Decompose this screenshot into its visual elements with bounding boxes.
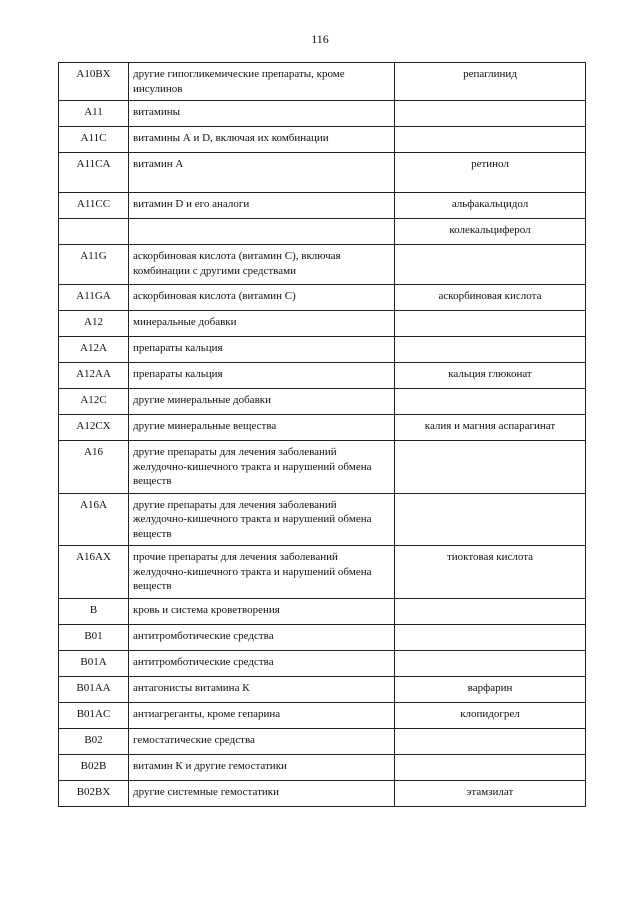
- drug-name-cell: [395, 311, 586, 337]
- atc-code-cell: A12: [59, 311, 129, 337]
- table-row: [59, 650, 586, 676]
- description-cell: витамины: [129, 101, 395, 127]
- atc-code-cell: B01: [59, 624, 129, 650]
- drug-name-cell: этамзилат: [395, 780, 586, 806]
- drug-name-cell: альфакальцидол: [395, 193, 586, 219]
- atc-code-cell: A12C: [59, 389, 129, 415]
- drug-name-cell: варфарин: [395, 676, 586, 702]
- description-cell: другие минеральные вещества: [129, 415, 395, 441]
- atc-code-cell: A11CC: [59, 193, 129, 219]
- atc-code-cell: A11G: [59, 245, 129, 285]
- table-row: [59, 598, 586, 624]
- drug-name-cell: [395, 337, 586, 363]
- drug-name-cell: [395, 754, 586, 780]
- atc-code-cell: A10BX: [59, 63, 129, 101]
- table-row: [59, 441, 586, 494]
- description-cell: витамины А и D, включая их комбинации: [129, 127, 395, 153]
- description-cell: кровь и система кроветворения: [129, 598, 395, 624]
- description-cell: витамин А: [129, 153, 395, 193]
- description-cell: прочие препараты для лечения заболеваний желудочно-кишечного тракта и нарушений обмена веществ: [129, 546, 395, 599]
- page-number: 116: [311, 32, 329, 46]
- table-row: [59, 546, 586, 599]
- table-row: [59, 193, 586, 219]
- table-row: [59, 153, 586, 193]
- drug-name-cell: [395, 127, 586, 153]
- atc-code-cell: A11GA: [59, 285, 129, 311]
- atc-code-cell: A12A: [59, 337, 129, 363]
- description-cell: антиагреганты, кроме гепарина: [129, 702, 395, 728]
- atc-code-cell: B02: [59, 728, 129, 754]
- drug-name-cell: [395, 441, 586, 494]
- table-body: [59, 63, 586, 807]
- atc-code-cell: A16A: [59, 493, 129, 546]
- table-row: [59, 245, 586, 285]
- drug-name-cell: [395, 624, 586, 650]
- atc-code-cell: B02B: [59, 754, 129, 780]
- atc-code-cell: A16AX: [59, 546, 129, 599]
- table-row: [59, 101, 586, 127]
- table-row: [59, 389, 586, 415]
- table-row: [59, 311, 586, 337]
- table-row: [59, 780, 586, 806]
- drug-name-cell: [395, 389, 586, 415]
- drug-name-cell: аскорбиновая кислота: [395, 285, 586, 311]
- table-row: [59, 415, 586, 441]
- drug-name-cell: [395, 493, 586, 546]
- atc-code-cell: A12CX: [59, 415, 129, 441]
- table-row: [59, 219, 586, 245]
- atc-code-cell: A16: [59, 441, 129, 494]
- description-cell: гемостатические средства: [129, 728, 395, 754]
- drug-name-cell: [395, 650, 586, 676]
- description-cell: витамин D и его аналоги: [129, 193, 395, 219]
- description-cell: препараты кальция: [129, 363, 395, 389]
- table-row: [59, 63, 586, 101]
- drug-name-cell: [395, 728, 586, 754]
- drug-name-cell: кальция глюконат: [395, 363, 586, 389]
- description-cell: другие системные гемостатики: [129, 780, 395, 806]
- drug-name-cell: [395, 245, 586, 285]
- description-cell: препараты кальция: [129, 337, 395, 363]
- table-row: [59, 363, 586, 389]
- drug-name-cell: [395, 598, 586, 624]
- drug-name-cell: тиоктовая кислота: [395, 546, 586, 599]
- description-cell: антитромботические средства: [129, 650, 395, 676]
- atc-code-cell: B01AA: [59, 676, 129, 702]
- drug-name-cell: репаглинид: [395, 63, 586, 101]
- description-cell: антитромботические средства: [129, 624, 395, 650]
- atc-code-cell: B01AC: [59, 702, 129, 728]
- description-cell: аскорбиновая кислота (витамин С), включая комбинации с другими средствами: [129, 245, 395, 285]
- description-cell: антагонисты витамина К: [129, 676, 395, 702]
- description-cell: другие препараты для лечения заболеваний желудочно-кишечного тракта и нарушений обмена веществ: [129, 441, 395, 494]
- drug-name-cell: клопидогрел: [395, 702, 586, 728]
- atc-code-cell: A11CA: [59, 153, 129, 193]
- table-row: [59, 754, 586, 780]
- description-cell: другие минеральные добавки: [129, 389, 395, 415]
- table-row: [59, 624, 586, 650]
- table-row: [59, 285, 586, 311]
- atc-code-cell: B: [59, 598, 129, 624]
- description-cell: другие препараты для лечения заболеваний желудочно-кишечного тракта и нарушений обмена веществ: [129, 493, 395, 546]
- table-row: [59, 493, 586, 546]
- atc-code-cell: [59, 219, 129, 245]
- drug-name-cell: колекальциферол: [395, 219, 586, 245]
- table-row: [59, 728, 586, 754]
- description-cell: [129, 219, 395, 245]
- table-row: [59, 676, 586, 702]
- atc-code-cell: B02BX: [59, 780, 129, 806]
- description-cell: аскорбиновая кислота (витамин С): [129, 285, 395, 311]
- drug-name-cell: [395, 101, 586, 127]
- atc-code-cell: A11C: [59, 127, 129, 153]
- drug-classification-table: [58, 62, 586, 807]
- atc-code-cell: B01A: [59, 650, 129, 676]
- atc-code-cell: A11: [59, 101, 129, 127]
- table-row: [59, 127, 586, 153]
- description-cell: минеральные добавки: [129, 311, 395, 337]
- description-cell: витамин К и другие гемостатики: [129, 754, 395, 780]
- drug-name-cell: ретинол: [395, 153, 586, 193]
- atc-code-cell: A12AA: [59, 363, 129, 389]
- table-row: [59, 702, 586, 728]
- description-cell: другие гипогликемические препараты, кроме инсулинов: [129, 63, 395, 101]
- drug-name-cell: калия и магния аспарагинат: [395, 415, 586, 441]
- table-row: [59, 337, 586, 363]
